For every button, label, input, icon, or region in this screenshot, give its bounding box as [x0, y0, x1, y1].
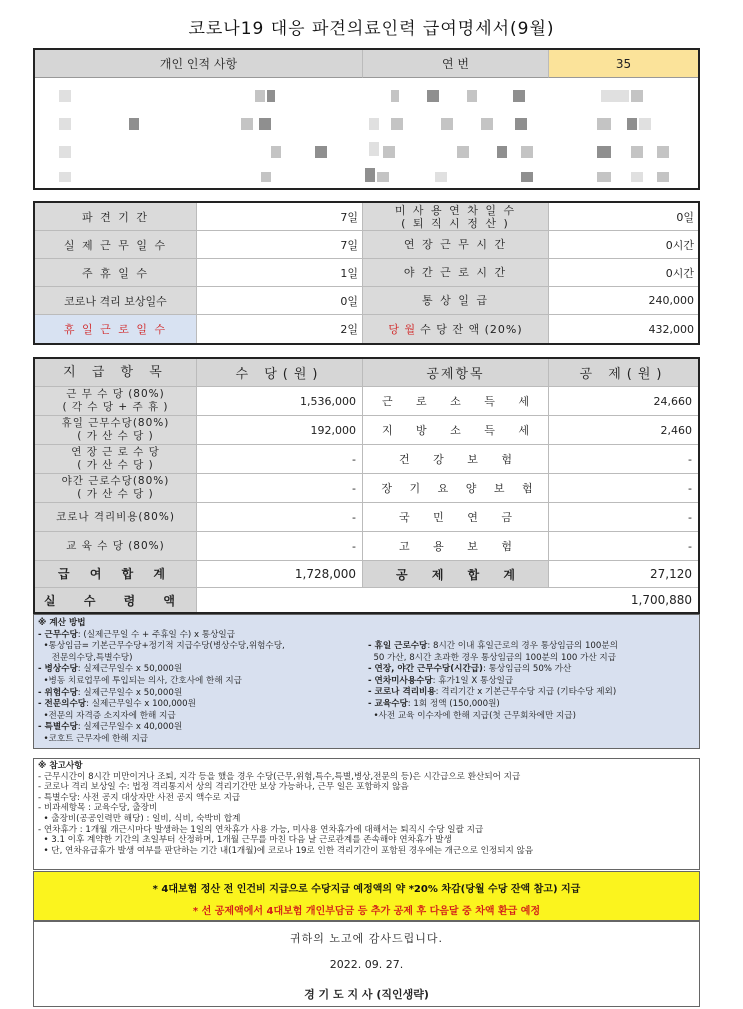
- calc-left-column: [38, 618, 285, 746]
- document-title: 코로나19 대응 파견의료인력 급여명세서(9월): [188, 19, 555, 39]
- deduction-item: 장 기 요 양 보 험: [363, 474, 549, 502]
- calc-line: [368, 676, 618, 688]
- footer-section: [33, 921, 700, 1007]
- calc-right-column: [368, 641, 618, 722]
- calc-line: [38, 734, 285, 746]
- personal-info-header: [35, 50, 698, 78]
- unused-leave-value: 0일: [676, 210, 694, 224]
- calc-line: [38, 711, 285, 723]
- monthly-balance-label: [363, 315, 549, 343]
- notes-section: [33, 758, 700, 870]
- quarantine-days-label: 코로나 격리 보상일수: [35, 287, 197, 314]
- dispatch-period-value: 7일: [197, 203, 363, 230]
- total-pay-label: 급 여 합 계: [35, 561, 197, 587]
- pay-item-label: 교 육 수 당 (80%): [35, 532, 197, 560]
- pay-item-line1: 근 무 수 당 (80%): [66, 388, 165, 400]
- deduction-item: 건 강 보 험: [363, 445, 549, 473]
- deduction-amount: -: [688, 510, 692, 524]
- pay-items-section: [33, 357, 700, 614]
- deduction-amount: -: [688, 539, 692, 553]
- calc-line-text: •통상임금= 기본근무수당+정기적 지급수당(병상수당,위험수당,: [38, 641, 285, 652]
- calc-line: [368, 687, 618, 699]
- total-deduction-amount: 27,120: [549, 561, 698, 587]
- night-hours-value: 0시간: [665, 266, 694, 280]
- unused-leave-label-text: 미 사 용 연 차 일 수 ( 퇴 직 시 정 산 ): [394, 203, 517, 230]
- calc-title: ※ 계산 방법: [38, 618, 86, 628]
- calc-line: [368, 641, 618, 653]
- calc-line-bold: - 연차미사용수당: [368, 675, 433, 686]
- calc-line: [368, 653, 618, 665]
- thanks-message: 귀하의 노고에 감사드립니다.: [289, 932, 443, 945]
- calc-line: [368, 711, 618, 723]
- calc-line: [368, 699, 618, 711]
- pay-item-label: [35, 474, 197, 502]
- period-row: [35, 203, 698, 231]
- calc-line: [368, 664, 618, 676]
- pay-row: [35, 387, 698, 416]
- calc-line-text: •전문의 자격증 소지자에 한해 지급: [38, 710, 176, 721]
- pay-row: [35, 445, 698, 474]
- notes-line: • 3.1 이후 계약한 기간의 초일부터 산정하며, 1개월 근무를 마친 다음 날 근로관계를 존속해야 연차휴가 발생: [38, 835, 452, 846]
- calculation-method-section: [33, 614, 700, 749]
- weekly-holidays-label: 주 휴 일 수: [35, 259, 197, 286]
- period-row: [35, 259, 698, 287]
- pay-amount: 192,000: [197, 416, 363, 444]
- holiday-workdays-value: 2일: [197, 315, 363, 343]
- calc-line-bold: - 코로나 격리비용: [368, 687, 436, 698]
- calc-line-bold: - 연장, 야간 근무수당(시간급): [368, 664, 483, 675]
- serial-number-heading: 연 번: [363, 50, 549, 78]
- pay-amount-heading: 수 당(원): [197, 359, 363, 386]
- actual-workdays-value: 7일: [197, 231, 363, 258]
- notes-line: - 코로나 격리 보상일 수: 법정 격리통지서 상의 격리기간만 보상 가능하나, 근무 일은 포함하지 않음: [38, 782, 409, 793]
- overtime-hours-value: 0시간: [665, 238, 694, 252]
- monthly-balance-value: 432,000: [648, 322, 694, 336]
- pay-row: [35, 532, 698, 561]
- total-row: [35, 561, 698, 588]
- net-pay-label: 실 수 령 액: [35, 588, 197, 612]
- calc-line-bold: - 휴일 근로수당: [368, 641, 428, 651]
- calc-line: [38, 653, 285, 665]
- calc-line-text: : 실제근무일수 x 50,000원: [77, 687, 183, 698]
- monthly-label-red: 당 월: [388, 322, 417, 336]
- calc-line-bold: - 위험수당: [38, 687, 78, 698]
- calc-line: [38, 722, 285, 734]
- daily-wage-value: 240,000: [648, 294, 694, 307]
- actual-workdays-label: 실 제 근 무 일 수: [35, 231, 197, 258]
- notice-line2: * 선 공제액에서 4대보험 개인부담금 등 추가 공제 후 다음달 중 차액 환급 예정: [192, 906, 541, 917]
- pay-item-line2: ( 각 수 당 + 주 휴 ): [62, 401, 169, 413]
- net-pay-amount: 1,700,880: [630, 593, 692, 607]
- dispatch-period-label: 파 견 기 간: [35, 203, 197, 230]
- calc-line-bold: - 교육수당: [368, 698, 408, 709]
- pay-amount: -: [197, 445, 363, 473]
- pay-header-row: [35, 359, 698, 387]
- total-deduction-label: 공 제 합 계: [363, 561, 549, 587]
- pay-item-label: 코로나 격리비용(80%): [35, 503, 197, 531]
- pay-item-line2: ( 가 산 수 당 ): [77, 459, 154, 471]
- calc-line-bold: - 병상수당: [38, 664, 78, 675]
- pay-item-line2: ( 가 산 수 당 ): [77, 430, 154, 442]
- calc-line-text: : (실제근무일 수 + 주휴일 수) x 통상일급: [77, 629, 235, 640]
- pay-item-label: [35, 445, 197, 473]
- deduction-amount: 2,460: [660, 423, 692, 437]
- deduction-amount: -: [688, 452, 692, 466]
- calc-line-text: •병동 치료업무에 투입되는 의사, 간호사에 한해 지급: [38, 675, 242, 686]
- deduction-item: 지 방 소 득 세: [363, 416, 549, 444]
- calc-line-text: : 휴가1일 X 통상일급: [432, 675, 514, 686]
- notes-title: ※ 참고사항: [38, 761, 83, 771]
- night-hours-label: 야 간 근 로 시 간: [363, 259, 549, 286]
- net-pay-row: [35, 588, 698, 612]
- calc-line: [38, 630, 285, 642]
- issue-date: 2022. 09. 27.: [329, 958, 404, 971]
- issuer-name: 경 기 도 지 사 (직인생략): [304, 988, 429, 1001]
- deduction-notice: [33, 871, 700, 921]
- pay-row: [35, 474, 698, 503]
- personal-info-section: [33, 48, 700, 190]
- calc-line-text: : 실제근무일수 x 100,000원: [86, 699, 196, 710]
- pay-row: [35, 503, 698, 532]
- calc-line-text: : 1회 정액 (150,000원): [407, 698, 500, 709]
- pay-item-line2: ( 가 산 수 당 ): [77, 488, 154, 500]
- pay-row: [35, 416, 698, 445]
- calc-line-text: 전문의수당,특별수당): [38, 652, 133, 663]
- calc-line: [38, 664, 285, 676]
- deduction-item: 고 용 보 험: [363, 532, 549, 560]
- notes-line: • 단, 연차유급휴가 발생 여부를 판단하는 기간 내(1개월)에 코로나 19로 인한 격리기간이 포함된 경우에는 개근으로 인정되지 않음: [38, 845, 534, 856]
- period-row: [35, 315, 698, 343]
- deduction-amount: -: [688, 481, 692, 495]
- pay-amount: -: [197, 474, 363, 502]
- overtime-hours-label: 연 장 근 무 시 간: [363, 231, 549, 258]
- calc-line-text: : 8시간 이내 휴일근로의 경우 통상임금의 100분의: [427, 641, 618, 651]
- calc-line-text: •사전 교육 이수자에 한해 지급(첫 근무회차에만 지급): [368, 710, 576, 721]
- quarantine-days-value: 0일: [197, 287, 363, 314]
- notes-line: • 출장비(공공인력만 해당) : 일비, 식비, 숙박비 합계: [38, 813, 241, 824]
- notice-line1: * 4대보험 정산 전 인건비 지급으로 수당지급 예정액의 약 *20% 차감(당월 수당 잔액 참고) 지급: [152, 884, 581, 895]
- deduction-item: 근 로 소 득 세: [363, 387, 549, 415]
- pay-amount: -: [197, 532, 363, 560]
- deduction-amount-heading: 공 제(원): [549, 359, 698, 386]
- calc-line: [38, 676, 285, 688]
- notes-line: - 연차휴가 : 1개월 개근시마다 발생하는 1일의 연차휴가 사용 가능, 미사용 연차휴가에 대해서는 퇴직시 수당 일괄 지급: [38, 824, 484, 835]
- notes-line: - 특별수당: 사전 공지 대상자만 사전 공지 액수로 지급: [38, 792, 241, 803]
- period-row: [35, 287, 698, 315]
- pay-item-heading: 지 급 항 목: [35, 359, 197, 386]
- calc-line-text: : 통상임금의 50% 가산: [482, 664, 572, 675]
- serial-number-value: 35: [549, 50, 698, 78]
- calc-line-bold: - 근무수당: [38, 629, 78, 640]
- calc-line-text: •코호트 근무자에 한해 지급: [38, 733, 149, 744]
- deduction-item-heading: 공제항목: [363, 359, 549, 386]
- notes-line: - 근무시간이 8시간 미만이거나 조퇴, 지각 등을 했을 경우 수당(근무,위험,특수,특별,병상,전문의 등)은 시간급으로 환산되어 지급: [38, 771, 521, 782]
- monthly-label-rest: 수 당 잔 액 (20%): [420, 322, 523, 336]
- holiday-workdays-label: 휴 일 근 로 일 수: [35, 315, 197, 343]
- total-pay-amount: 1,728,000: [197, 561, 363, 587]
- period-row: [35, 231, 698, 259]
- deduction-amount: 24,660: [653, 394, 692, 408]
- personal-info-heading: 개인 인적 사항: [35, 50, 363, 78]
- calc-line-text: : 실제근무일수 x 50,000원: [77, 664, 183, 675]
- calc-line-text: : 격리기간 x 기본근무수당 지급 (기타수당 제외): [435, 687, 617, 698]
- pay-item-line1: 연 장 근 로 수 당: [71, 446, 160, 458]
- calc-line: [38, 699, 285, 711]
- unused-leave-label: [363, 203, 549, 230]
- weekly-holidays-value: 1일: [197, 259, 363, 286]
- pay-item-line1: 휴일 근무수당(80%): [61, 417, 170, 429]
- notes-line: - 비과세항목 : 교육수당, 출장비: [38, 803, 158, 814]
- daily-wage-label: 통 상 일 급: [363, 287, 549, 314]
- calc-line-text: 50 가산, 8시간 초과한 경우 통상임금의 100분의 100 가산 지급: [368, 652, 617, 663]
- calc-line: [38, 688, 285, 700]
- pay-amount: 1,536,000: [197, 387, 363, 415]
- pay-item-label: [35, 387, 197, 415]
- calc-line: [38, 641, 285, 653]
- calc-line-bold: - 특별수당: [38, 722, 78, 733]
- period-info-section: [33, 201, 700, 345]
- pay-item-line1: 야간 근로수당(80%): [61, 475, 170, 487]
- calc-line-bold: - 전문의수당: [38, 699, 87, 710]
- pay-amount: -: [197, 503, 363, 531]
- pay-item-label: [35, 416, 197, 444]
- deduction-item: 국 민 연 금: [363, 503, 549, 531]
- calc-line-text: : 실제근무일수 x 40,000원: [77, 722, 183, 733]
